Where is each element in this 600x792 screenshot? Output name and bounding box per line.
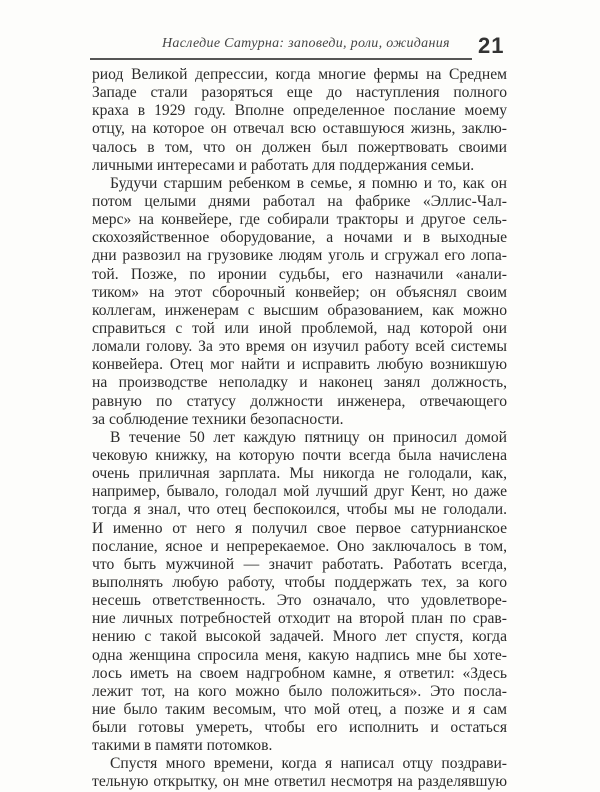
text-line: выполнять любую работу, чтобы поддержать тех, за кого (92, 573, 507, 591)
text-line: за соблюдение техники безопасности. (92, 410, 344, 428)
text-line: Западе стали разоряться еще до наступления полного (92, 84, 507, 102)
text-line: краха в 1929 году. Вполне определенное послание моему (92, 102, 507, 120)
text-line: Будучи старшим ребенком в семье, я помню и то, как он (110, 174, 507, 192)
page-number: 21 (478, 33, 505, 58)
text-line: отцу, на которое он отвечал всю оставшуюся жизнь, заклю- (92, 120, 507, 138)
text-line: той. Позже, по иронии судьбы, его назначили «анали- (92, 265, 507, 283)
text-line: лось иметь на своем надгробном камне, я ответил: «Здесь (92, 664, 507, 682)
text-line: были готовы умереть, чтобы его исполнить и остаться (92, 719, 507, 737)
text-line: В течение 50 лет каждую пятницу он приносил домой (110, 428, 507, 446)
text-line: тогда я знал, что отец беспокоился, чтобы мы не голодали. (92, 501, 507, 519)
text-line: мерс» на конвейере, где собирали тракторы и другое сель- (92, 211, 507, 229)
text-line: потом целыми днями работал на фабрике «Эллис-Чал- (92, 192, 507, 210)
text-line: несешь ответственность. Это означало, что удовлетворе- (92, 592, 507, 610)
text-line: чалось в том, что он должен был пожертвовать своими (92, 138, 507, 156)
paragraph (92, 66, 507, 175)
text-line: например, бывало, голодал мой лучший друг Кент, но даже (92, 483, 507, 501)
text-line: равную по статусу должности инженера, отвечающего (92, 392, 507, 410)
text-line: лежит тот, на кого можно было положиться». Это посла- (92, 682, 507, 700)
text-line: скохозяйственное оборудование, а ночами и в выходные (92, 229, 507, 247)
paragraph (92, 755, 507, 791)
paragraph (92, 175, 507, 429)
text-line: на производстве неполадку и наконец занял должность, (92, 374, 507, 392)
text-line: ние личных потребностей отходит на второй план по срав- (92, 610, 507, 628)
body-text (92, 66, 507, 792)
text-line: что быть мужчиной — значит работать. Работать всегда, (92, 555, 507, 573)
running-title: Наследие Сатурна: заповеди, роли, ожидания (162, 36, 450, 51)
text-line: Спустя много времени, когда я написал отцу поздрави- (110, 755, 507, 773)
text-line: личными интересами и работать для поддержания семьи. (92, 156, 475, 174)
text-line: конвейера. Отец мог найти и исправить любую возникшую (92, 356, 507, 374)
text-line: нению с такой высокой задачей. Много лет спустя, когда (92, 628, 507, 646)
text-line: тиком» на этот сборочный конвейер; он объяснял своим (92, 283, 507, 301)
text-line: послание, ясное и непререкаемое. Оно заключалось в том, (92, 537, 507, 555)
text-line: очень приличная зарплата. Мы никогда не голодали, как, (92, 465, 507, 483)
text-line: дни развозил на грузовике людям уголь и сгружал его лопа- (92, 247, 507, 265)
text-line: чековую книжку, на которую почти всегда была начислена (92, 446, 507, 464)
text-line: справиться с той или иной проблемой, над которой они (92, 319, 507, 337)
text-line: тельную открытку, он мне ответил несмотря на разделявшую (92, 773, 507, 791)
text-line: риод Великой депрессии, когда многие фермы на Среднем (92, 66, 507, 83)
text-line: одна женщина спросила меня, какую надпись мне бы хоте- (92, 646, 507, 664)
text-line: ломали голову. За это время он изучил работу всей системы (92, 338, 507, 356)
running-header (90, 32, 472, 60)
text-line: И именно от него я получил свое первое сатурнианское (92, 519, 507, 537)
text-line: ние было таким весомым, что мой отец, а позже и я сам (92, 700, 507, 718)
text-line: такими в памяти потомков. (92, 737, 273, 755)
text-line: коллегам, инженерам с высшим образованием, как можно (92, 301, 507, 319)
paragraph (92, 429, 507, 756)
